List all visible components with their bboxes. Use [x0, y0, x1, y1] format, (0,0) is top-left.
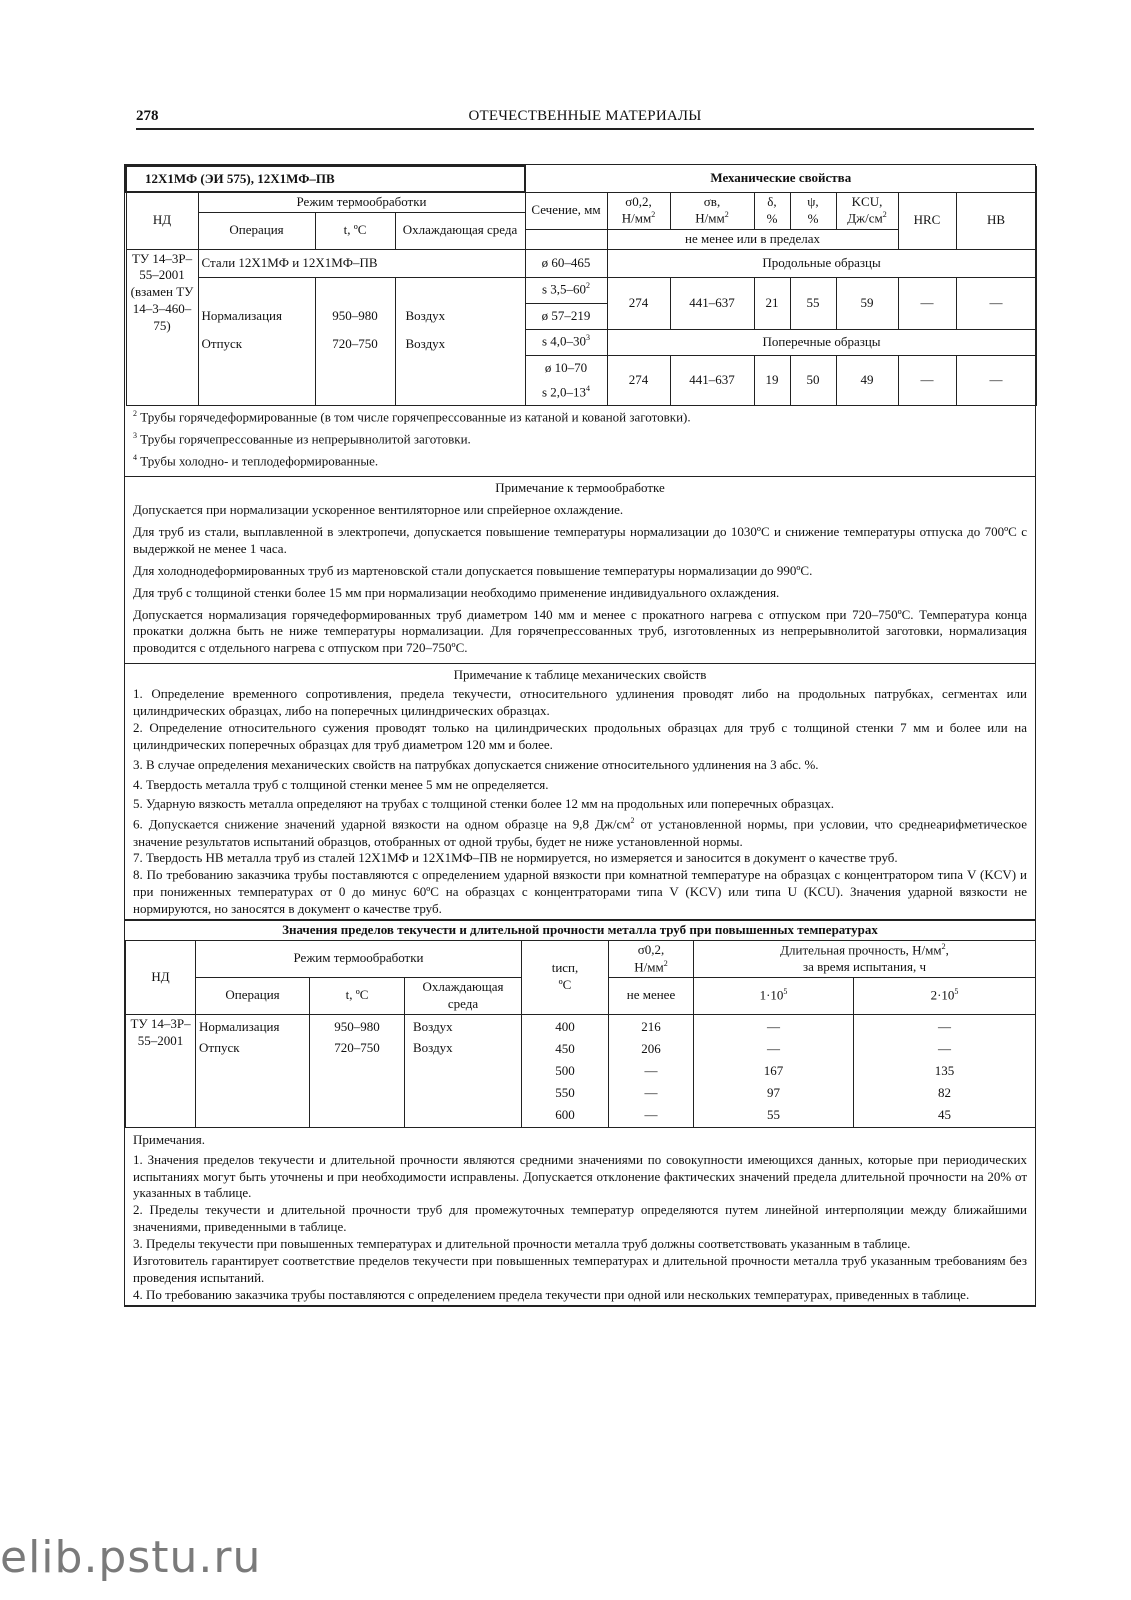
r2-hrc: — [898, 355, 956, 405]
t2-col-1e5: $1\cdot 10^5$ [694, 977, 854, 1014]
t2-yield-4: — [644, 1106, 658, 1122]
t2-temps-cell [310, 1014, 405, 1127]
final-note-2: 2. Пределы текучести и длительной прочности труб для промежуточных температур определяются путем линейной интерполяции между ближайшими значениями, приведенными в таблице. [133, 1202, 1027, 1235]
t2-temp-1: 450 [555, 1040, 575, 1056]
col-temp: t, ºC [315, 212, 395, 249]
operations-cell [198, 277, 315, 405]
section-1: ø 60–465 [525, 249, 607, 277]
t2-2e5-3: 82 [938, 1084, 951, 1100]
t2-2e5-values [854, 1014, 1036, 1127]
t2-col-temp: t, ºC [310, 977, 405, 1014]
mech-note-4: 4. Твердость металла труб с толщиной стенки менее 5 мм не определяется. [133, 776, 549, 792]
t2-yield-3: — [644, 1084, 658, 1100]
t2-operations-cell [196, 1014, 310, 1127]
r1-elongation: 21 [754, 277, 790, 329]
transverse-samples: Поперечные образцы [607, 329, 1036, 355]
mech-note-8: 8. По требованию заказчика трубы поставляются с определением ударной вязкости при комнатной температуре на образцах с концентратором типа V (KCV) и при пониженных температурах от 0 до минус 60ºC на образцах с концентраторами типа V (KCV) или типа U (KCU). Значения ударной вязкости не нормируются, но заносятся в документ о качестве труб. [133, 867, 1027, 917]
r1-yield: 274 [607, 277, 670, 329]
mech-note-2: 2. Определение относительного сужения проводят только на цилиндрических продольных образцах для труб с толщиной стенки 7 мм и более или на цилиндрических поперечных образцах для труб диаметром 120 мм и более. [133, 719, 1027, 752]
t2-yield-1: 206 [641, 1040, 661, 1056]
t2-temp-tempering: 720–750 [334, 1039, 380, 1055]
r1-tensile: 441–637 [670, 277, 754, 329]
heat-treatment-notes [125, 476, 1035, 663]
t2-yield-2: — [644, 1062, 658, 1078]
longitudinal-samples: Продольные образцы [607, 249, 1036, 277]
operation-normalization: Нормализация [201, 307, 282, 323]
page-number: 278 [136, 108, 159, 124]
mech-note-3: 3. В случае определения механических свойств на патрубках допускается снижение относительного удлинения на 3 абс. %. [133, 756, 819, 772]
final-notes [125, 1128, 1035, 1305]
mech-note-7: 7. Твердость НВ металла труб из сталей 12Х1МФ и 12Х1МФ–ПВ не нормируется, но измеряется и заносится в документ о качестве труб. [133, 850, 898, 866]
t2-operation-tempering: Отпуск [199, 1039, 240, 1055]
r1-reduction: 55 [790, 277, 836, 329]
r2-hb: — [956, 355, 1036, 405]
watermark: elib.pstu.ru [0, 1532, 262, 1583]
min-or-range-label: не менее или в пределах [607, 229, 898, 249]
col-cooling: Охлаждающая среда [395, 212, 525, 249]
t2-2e5-1: — [938, 1040, 951, 1056]
heat-note-1: Допускается при нормализации ускоренное вентиляторное или спрейерное охлаждение. [133, 502, 624, 518]
t2-temp-4: 600 [555, 1106, 575, 1122]
temp-normalization: 950–980 [332, 307, 378, 323]
t2-cooling-normalization: Воздух [413, 1018, 453, 1034]
col-operation: Операция [198, 212, 315, 249]
r2-elongation: 19 [754, 355, 790, 405]
heat-note-5: Допускается нормализация горячедеформированных труб диаметром 140 мм и менее с прокатного нагрева с отпуском при 720–750ºC. Температура конца прокатки должна быть не ниже температуры нормализации. Для горячепрессованных труб, изготовленных из непрерывнолитой заготовки, нормализация проводится с отдельного нагрева с отпуском при 720–750ºC. [133, 606, 1027, 656]
footnotes: $^2$ Трубы горячедеформированные (в том числе горячепрессованные из катаной и кованой заготовки). $^3$ Трубы горячепрессованные из непрерывнолитой заготовки. $^4$ Трубы холодно- и теплодеформированные. [133, 408, 691, 469]
running-title: ОТЕЧЕСТВЕННЫЕ МАТЕРИАЛЫ [468, 108, 702, 124]
t2-col-test-temp: tисп, ºC [522, 940, 609, 1014]
col-heat-mode: Режим термообработки [198, 192, 525, 212]
t2-temp-2: 500 [555, 1062, 575, 1078]
temp-tempering: 720–750 [332, 335, 378, 351]
t2-1e5-0: — [767, 1018, 780, 1034]
mech-properties-title: Механические свойства [525, 166, 1036, 192]
col-yield: σ0,2, $Н/мм^2$ [607, 192, 670, 229]
t2-cooling-tempering: Воздух [413, 1039, 453, 1055]
final-note-3b: Изготовитель гарантирует соответствие пределов текучести при повышенных температурах и длительной прочности металла труб указанным требованиям без проведения испытаний. [133, 1252, 1027, 1285]
col-hrc: HRC [898, 192, 956, 249]
heat-note-4: Для труб с толщиной стенки более 15 мм при нормализации необходимо применение индивидуального охлаждения. [133, 584, 780, 600]
t2-temp-3: 550 [555, 1084, 575, 1100]
t2-col-heat-mode: Режим термообработки [196, 940, 522, 977]
page-header [136, 108, 1034, 130]
t2-temp-normalization: 950–980 [334, 1018, 380, 1034]
footnote-2: Трубы горячедеформированные (в том числе горячепрессованные из катаной и кованой заготовки). [140, 408, 691, 424]
col-nd: НД [126, 192, 198, 249]
section-5: ø 10–70 [525, 355, 607, 381]
footnote-3: Трубы горячепрессованные из непрерывнолитой заготовки. [140, 431, 471, 447]
section-3: ø 57–219 [525, 303, 607, 329]
col-tensile: σв, $Н/мм^2$ [670, 192, 754, 229]
heat-note-2: Для труб из стали, выплавленной в электропечи, допускается повышение температуры нормализации до 1030ºC и снижение температуры отпуска до 700ºC с выдержкой не менее 1 часа. [133, 523, 1027, 556]
t2-yield-0: 216 [641, 1018, 661, 1034]
section-4: s $4,0-30^3$ [525, 329, 607, 355]
t2-nd-spec: ТУ 14–3Р–55–2001 [126, 1014, 196, 1127]
section-2: s $3,5-60^2$ [525, 277, 607, 303]
heat-note-3: Для холоднодеформированных труб из мартеновской стали допускается повышение температуры нормализации до 990ºC. [133, 562, 813, 578]
t2-1e5-3: 97 [767, 1084, 780, 1100]
cooling-cell [395, 277, 525, 405]
mechanical-notes [125, 663, 1035, 919]
t2-2e5-4: 45 [938, 1106, 951, 1122]
mech-note-1: 1. Определение временного сопротивления, предела текучести, относительного удлинения проводят либо на продольных патрубках, сегментах или цилиндрических образцах, либо на поперечных цилиндрических образцах. [133, 686, 1027, 718]
t2-operation-normalization: Нормализация [199, 1018, 280, 1034]
r2-tensile: 441–637 [670, 355, 754, 405]
steels-label: Стали 12Х1МФ и 12Х1МФ–ПВ [198, 249, 525, 277]
operation-tempering: Отпуск [201, 335, 243, 351]
final-notes-title: Примечания. [133, 1131, 205, 1147]
cooling-tempering: Воздух [405, 335, 446, 351]
cooling-normalization: Воздух [405, 307, 446, 323]
t2-test-temps [522, 1014, 609, 1127]
t2-col-operation: Операция [196, 977, 310, 1014]
col-section: Сечение, мм [525, 192, 607, 229]
r2-kcu: 49 [836, 355, 898, 405]
r1-hb: — [956, 277, 1036, 329]
t2-col-nd: НД [126, 940, 196, 1014]
final-note-1: 1. Значения пределов текучести и длительной прочности являются средними значениями по совокупности имеющихся данных, которые при периодических испытаниях могут быть уточнены и при необходимости исправлены. Допускается отклонение фактических значений предела длительной прочности на 20% от указанных в таблице. [133, 1151, 1027, 1201]
t2-col-cooling: Охлаждающая среда [405, 977, 522, 1014]
t2-1e5-2: 167 [763, 1062, 784, 1078]
col-reduction: ψ, % [790, 192, 836, 229]
t2-cooling-cell [405, 1014, 522, 1127]
t2-2e5-0: — [938, 1018, 951, 1034]
final-note-3: 3. Пределы текучести при повышенных температурах и длительной прочности металла труб должны соответствовать указанным в таблице. [133, 1236, 911, 1252]
col-elongation: δ, % [754, 192, 790, 229]
mech-note-5: 5. Ударную вязкость металла определяют на трубах с толщиной стенки более 12 мм на продольных или поперечных образцах. [133, 796, 835, 812]
elevated-temperature-table [125, 940, 1036, 1128]
heat-notes-title: Примечание к термообработке [495, 480, 665, 496]
t2-1e5-values [694, 1014, 854, 1127]
t2-col-min: не менее [609, 977, 694, 1014]
elevated-temp-title: Значения пределов текучести и длительной прочности металла труб при повышенных температурах [125, 919, 1035, 940]
r2-reduction: 50 [790, 355, 836, 405]
nd-spec: ТУ 14–3Р–55–2001 (взамен ТУ 14–3–460–75) [126, 249, 198, 405]
t2-1e5-1: — [767, 1040, 780, 1056]
t2-2e5-2: 135 [934, 1062, 955, 1078]
temps-cell [315, 277, 395, 405]
r1-kcu: 59 [836, 277, 898, 329]
section-6: s $2,0-13^4$ [525, 381, 607, 405]
mechanical-properties-table [125, 165, 1037, 406]
material-sheet [124, 164, 1036, 1307]
footnote-4: Трубы холодно- и теплодеформированные. [140, 453, 379, 469]
t2-yield-values [609, 1014, 694, 1127]
t2-temp-0: 400 [555, 1018, 575, 1034]
final-note-4: 4. По требованию заказчика трубы поставляются с определением предела текучести при одной или нескольких температурах, приведенных в таблице. [133, 1286, 970, 1302]
t2-1e5-4: 55 [767, 1106, 780, 1122]
r2-yield: 274 [607, 355, 670, 405]
col-section-cont [525, 229, 607, 249]
mech-notes-title: Примечание к таблице механических свойств [453, 667, 707, 683]
col-hb: НВ [956, 192, 1036, 249]
mech-note-6: 6. Допускается снижение значений ударной вязкости на одном образце на 9,8 $Дж/см^2$ от установленной нормы, при условии, что среднеарифметическое значение результатов испытаний образцов, отобранных от одной трубы, будет не ниже установленной нормы. [133, 816, 1027, 849]
t2-col-long-term: Длительная прочность, $Н/мм^2$, за время испытания, ч [694, 940, 1036, 977]
r1-hrc: — [898, 277, 956, 329]
t2-col-yield: σ0,2, $Н/мм^2$ [609, 940, 694, 977]
col-kcu: KCU, $Дж/см^2$ [836, 192, 898, 229]
t2-col-2e5: $2\cdot 10^5$ [854, 977, 1036, 1014]
steel-grade-title: 12Х1МФ (ЭИ 575), 12Х1МФ–ПВ [126, 166, 525, 192]
